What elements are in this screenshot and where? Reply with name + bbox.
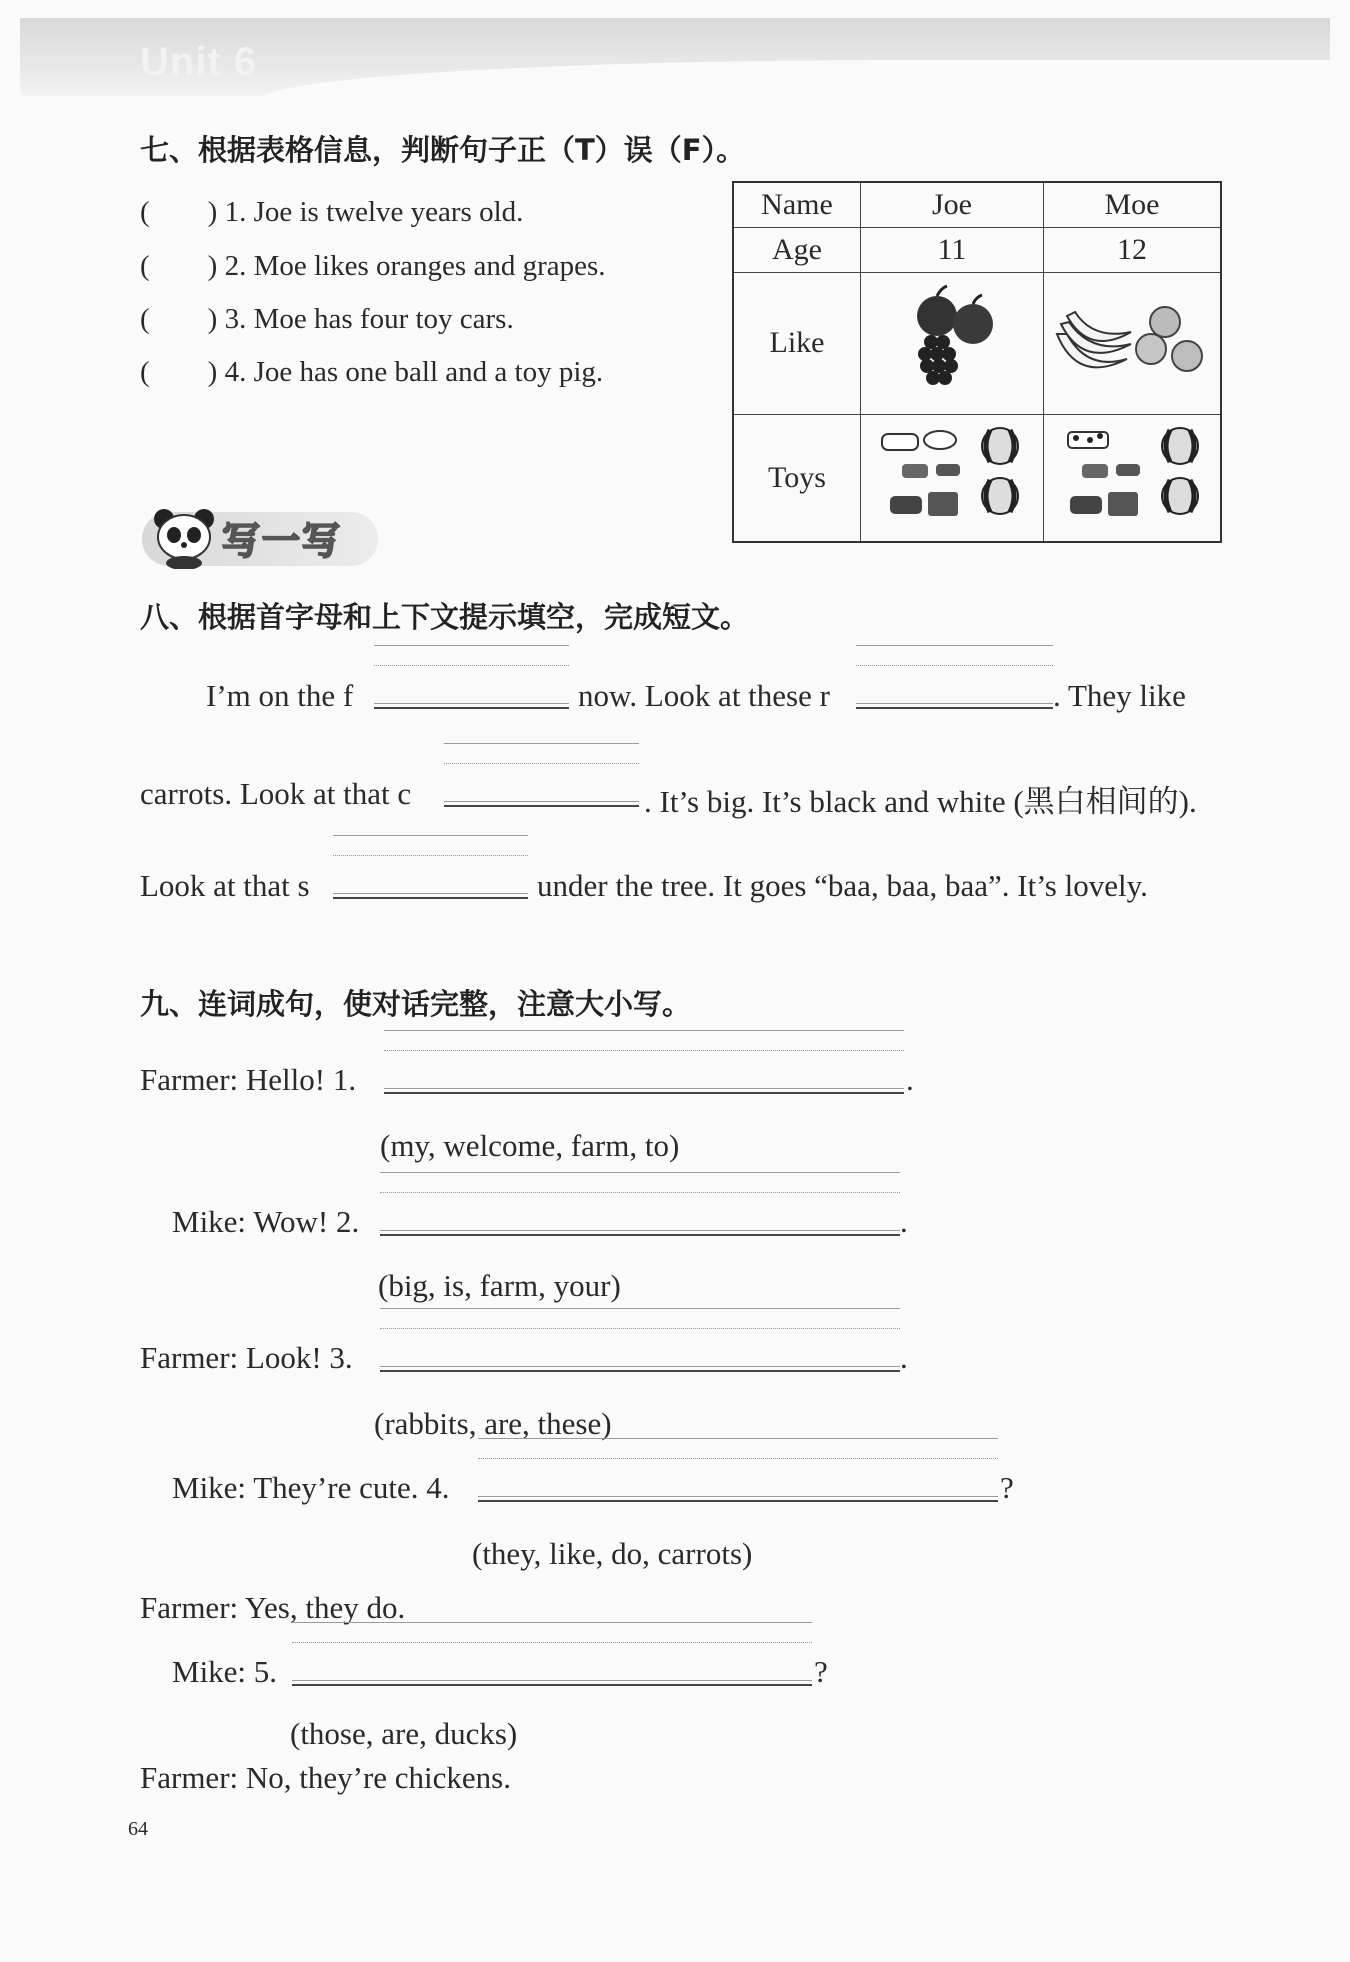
open-paren[interactable]: (: [140, 250, 150, 282]
table-header-moe: Moe: [1044, 182, 1222, 227]
word-hint: (my, welcome, farm, to): [380, 1128, 680, 1163]
section-8-title: 八、根据首字母和上下文提示填空，完成短文。: [140, 600, 750, 634]
judgement-text: 1. Joe is twelve years old.: [224, 196, 524, 228]
passage-text-2b: . It’s big. It’s black and white (黑白相间的).: [644, 784, 1197, 819]
toys-icon: [872, 424, 1032, 524]
judgement-item: [140, 250, 606, 283]
judgement-text: 4. Joe has one ball and a toy pig.: [224, 356, 604, 388]
blank-r[interactable]: [856, 685, 1053, 709]
dialogue-speaker: Mike: 5.: [172, 1654, 278, 1689]
passage-text-2a: carrots. Look at that c: [140, 776, 412, 811]
word-hint: (big, is, farm, your): [378, 1268, 621, 1303]
answer-line-1[interactable]: [384, 1070, 904, 1094]
close-paren: ): [207, 303, 218, 335]
blank-f[interactable]: [374, 685, 569, 709]
section-7-title: 七、根据表格信息，判断句子正（T）误（F）。: [140, 133, 746, 167]
judgement-text: 2. Moe likes oranges and grapes.: [224, 250, 606, 282]
info-table: [732, 181, 1222, 543]
end-punctuation: .: [900, 1340, 908, 1375]
table-label-age: Age: [733, 227, 861, 272]
judgement-item: [140, 303, 514, 336]
close-paren: ): [207, 250, 218, 282]
judgement-item: [140, 356, 603, 389]
passage-text-1b: now. Look at these r: [578, 678, 830, 713]
end-punctuation: .: [900, 1204, 908, 1239]
section-9-title: 九、连词成句，使对话完整，注意大小写。: [140, 987, 692, 1021]
moe-toys-image: [1044, 414, 1222, 542]
open-paren[interactable]: (: [140, 196, 150, 228]
table-label-toys: Toys: [733, 414, 861, 542]
answer-line-5[interactable]: [292, 1662, 812, 1686]
write-section-label: 写一写: [222, 519, 343, 563]
panda-icon: [148, 505, 220, 569]
close-paren: ): [207, 196, 218, 228]
blank-s[interactable]: [333, 875, 528, 899]
dialogue-speaker: Farmer: Hello! 1.: [140, 1062, 357, 1097]
close-paren: ): [207, 356, 218, 388]
end-punctuation: ?: [1000, 1470, 1014, 1505]
dialogue-speaker: Mike: Wow! 2.: [172, 1204, 360, 1239]
unit-label: Unit 6: [140, 40, 258, 84]
table-joe-age: 11: [861, 227, 1044, 272]
toys-icon: [1052, 424, 1212, 524]
answer-line-2[interactable]: [380, 1212, 900, 1236]
word-hint: (they, like, do, carrots): [472, 1536, 753, 1571]
end-punctuation: ?: [814, 1654, 828, 1689]
word-hint: (rabbits, are, these): [374, 1406, 612, 1441]
open-paren[interactable]: (: [140, 356, 150, 388]
joe-toys-image: [861, 414, 1044, 542]
answer-line-3[interactable]: [380, 1348, 900, 1372]
table-moe-age: 12: [1044, 227, 1222, 272]
dialogue-speaker: Mike: They’re cute. 4.: [172, 1470, 450, 1505]
page-number: 64: [128, 1818, 148, 1840]
joe-likes-apples-grapes-image: [861, 272, 1044, 414]
passage-text-3a: Look at that s: [140, 868, 310, 903]
table-label-like: Like: [733, 272, 861, 414]
passage-text-3b: under the tree. It goes “baa, baa, baa”. It’s lovely.: [537, 868, 1148, 903]
moe-likes-bananas-oranges-image: [1044, 272, 1222, 414]
answer-line-4[interactable]: [478, 1478, 998, 1502]
table-header-joe: Joe: [861, 182, 1044, 227]
table-header-name: Name: [733, 182, 861, 227]
end-punctuation: .: [906, 1062, 914, 1097]
word-hint: (those, are, ducks): [290, 1716, 518, 1751]
passage-text-1c: . They like: [1053, 678, 1186, 713]
dialogue-speaker: Farmer: Look! 3.: [140, 1340, 353, 1375]
open-paren[interactable]: (: [140, 303, 150, 335]
judgement-text: 3. Moe has four toy cars.: [224, 303, 514, 335]
dialogue-speaker: Farmer: Yes, they do.: [140, 1590, 406, 1625]
dialogue-speaker: Farmer: No, they’re chickens.: [140, 1760, 512, 1795]
apple-grapes-icon: [897, 284, 1007, 394]
passage-text-1a: I’m on the f: [206, 678, 354, 713]
judgement-item: [140, 196, 523, 229]
banana-orange-icon: [1047, 294, 1217, 384]
blank-c[interactable]: [444, 783, 639, 807]
